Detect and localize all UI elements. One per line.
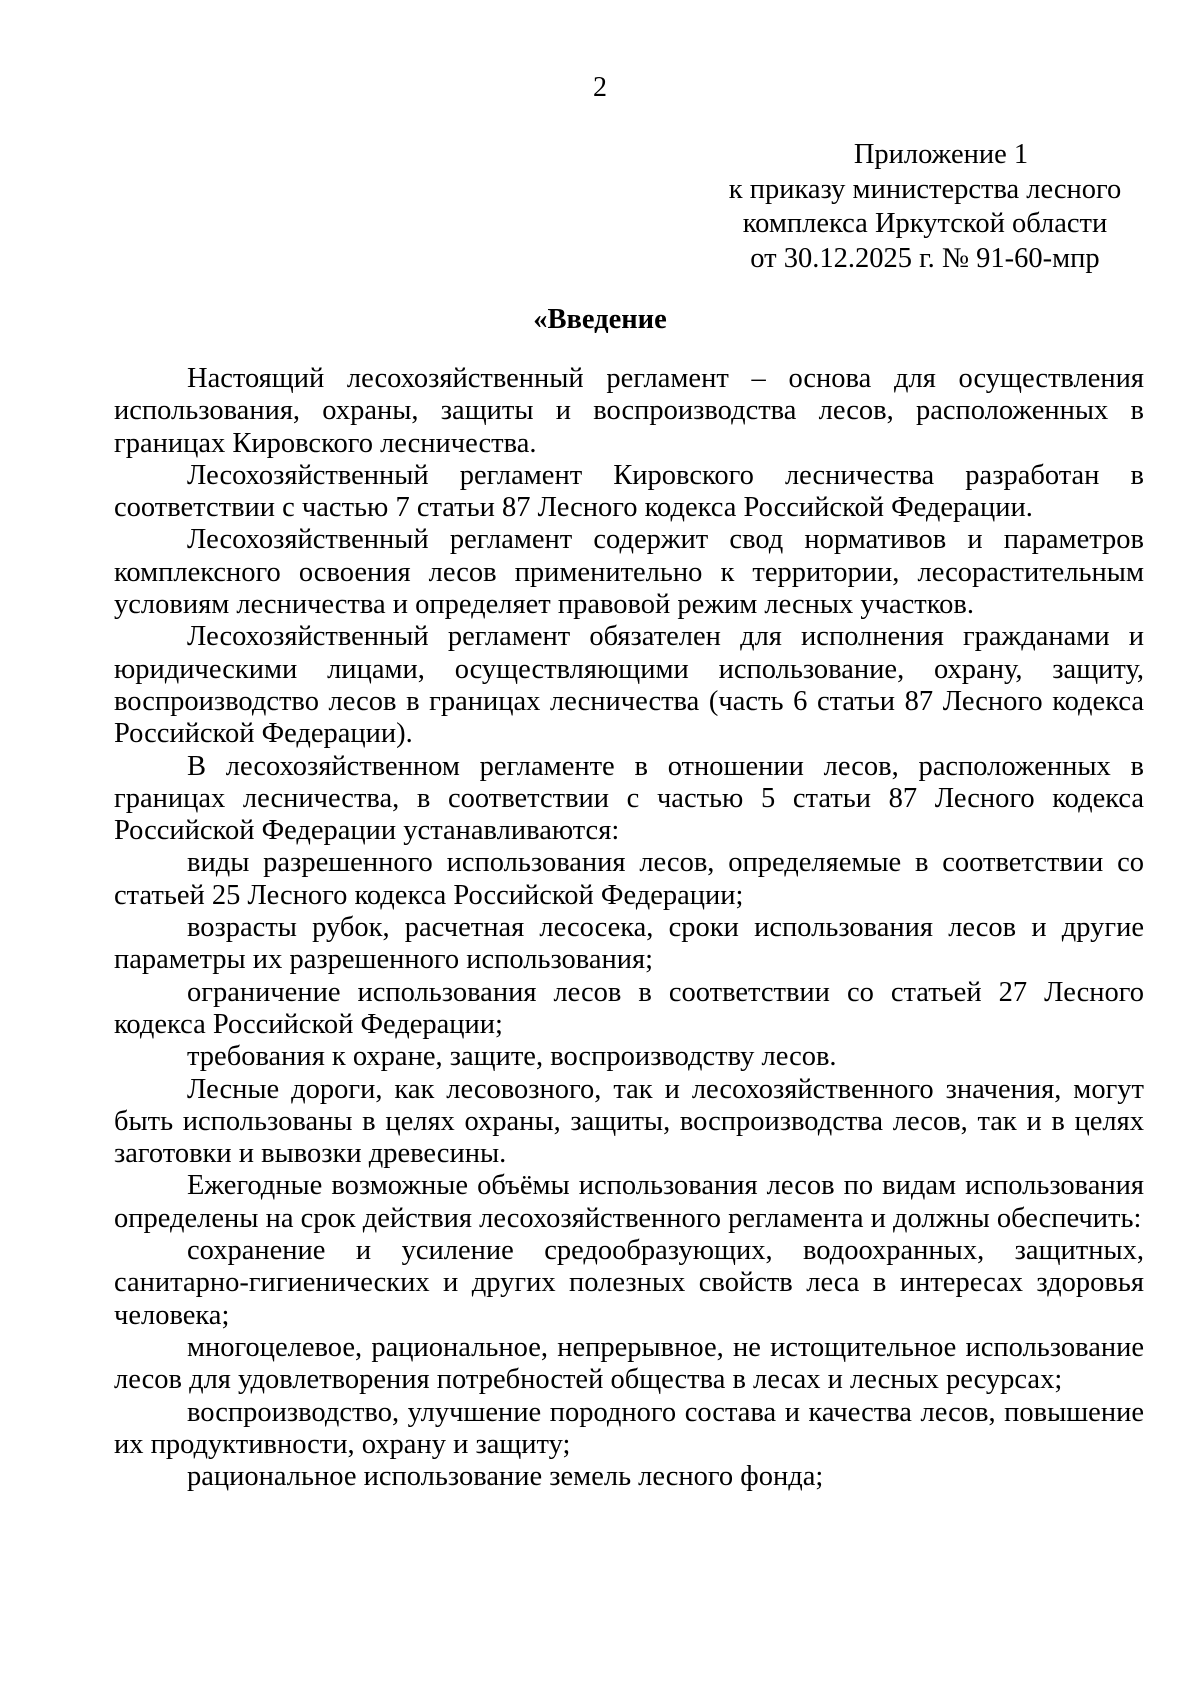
paragraph: Лесохозяйственный регламент обязателен для исполнения гражданами и юридическими лицами, осуществляющими использование, охрану, защиту, воспроизводство лесов в границах лесничества (часть 6 статьи 87 Лесного кодекса Российской Федерации). [114,621,1144,750]
list-item: возрасты рубок, расчетная лесосека, сроки использования лесов и другие параметры их разрешенного использования; [114,912,1144,976]
list-item: воспроизводство, улучшение породного состава и качества лесов, повышение их продуктивности, охрану и защиту; [114,1396,1144,1460]
appendix-order-line: к приказу министерства лесного [728,173,1122,205]
paragraph: Настоящий лесохозяйственный регламент – основа для осуществления использования, охраны, защиты и воспроизводства лесов, расположенных в границах Кировского лесничества. [114,363,1144,459]
section-heading: «Введение [533,304,667,335]
appendix-title: Приложение 1 [853,139,1029,170]
paragraph: Лесные дороги, как лесовозного, так и лесохозяйственного значения, могут быть использованы в целях охраны, защиты, воспроизводства лесов, так и в целях заготовки и вывозки древесины. [114,1073,1144,1170]
document-body [114,363,1144,1493]
list-item: сохранение и усиление средообразующих, водоохранных, защитных, санитарно-гигиенических и других полезных свойств леса в интересах здоровья человека; [114,1235,1144,1331]
paragraph: В лесохозяйственном регламенте в отношении лесов, расположенных в границах лесничества, в соответствии с частью 5 статьи 87 Лесного кодекса Российской Федерации устанавливаются: [114,750,1144,847]
list-item: ограничение использования лесов в соответствии со статьей 27 Лесного кодекса Российской Федерации; [114,976,1144,1040]
list-item: требования к охране, защите, воспроизводству лесов. [187,1041,837,1073]
page-number: 2 [593,72,607,103]
appendix-ministry-line: комплекса Иркутской области [742,208,1108,239]
list-item: рациональное использование земель лесного фонда; [187,1461,824,1493]
paragraph: Ежегодные возможные объёмы использования лесов по видам использования определены на срок действия лесохозяйственного регламента и должны обеспечить: [114,1170,1144,1234]
appendix-reference [720,138,1130,276]
appendix-date-line: от 30.12.2025 г. № 91-60-мпр [750,242,1100,274]
list-item: виды разрешенного использования лесов, определяемые в соответствии со статьей 25 Лесного кодекса Российской Федерации; [114,847,1144,911]
list-item: многоцелевое, рациональное, непрерывное, не истощительное использование лесов для удовлетворения потребностей общества в лесах и лесных ресурсах; [114,1331,1144,1396]
paragraph: Лесохозяйственный регламент Кировского лесничества разработан в соответствии с частью 7 статьи 87 Лесного кодекса Российской Федерации. [114,459,1144,524]
paragraph: Лесохозяйственный регламент содержит свод нормативов и параметров комплексного освоения лесов применительно к территории, лесорастительным условиям лесничества и определяет правовой режим лесных участков. [114,524,1144,621]
